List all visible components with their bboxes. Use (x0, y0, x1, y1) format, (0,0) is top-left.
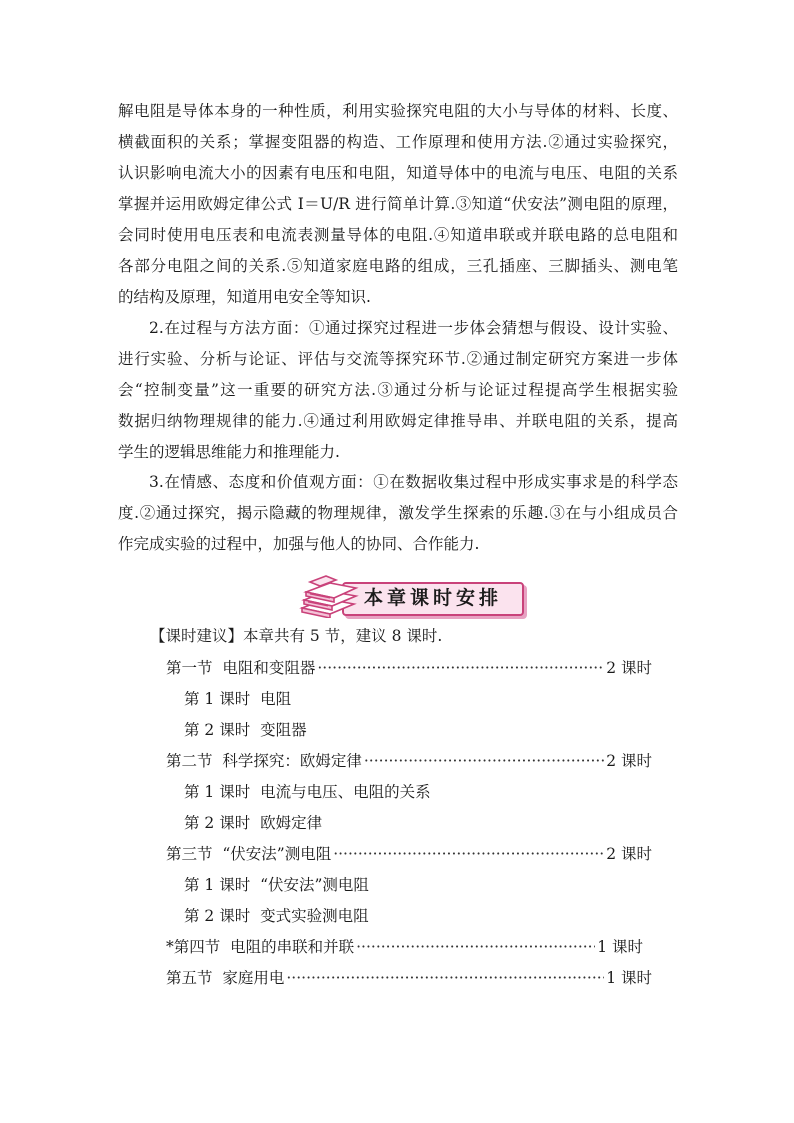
section-hours: 2 课时 (606, 845, 652, 863)
section-label: 第三节 “伏安法”测电阻 (166, 845, 332, 863)
text-line: 掌握并运用欧姆定律公式 I＝U/R 进行简单计算.③知道“伏安法”测电阻的原理， (118, 195, 678, 213)
objectives-paragraph-attitude (118, 467, 678, 560)
lesson-item: 第 2 课时 欧姆定律 (184, 814, 323, 832)
text-line: 解电阻是导体本身的一种性质，利用实验探究电阻的大小与导体的材料、长度、 (118, 102, 678, 120)
section-label: 第五节 家庭用电 (166, 969, 285, 987)
section-hours: 2 课时 (606, 659, 652, 677)
text-line: 会同时使用电压表和电流表测量导体的电阻.④知道串联或并联电路的总电阻和 (118, 226, 678, 244)
section-label: 第二节 科学探究：欧姆定律 (166, 752, 362, 770)
text-line: 3.在情感、态度和价值观方面：①在数据收集过程中形成实事求是的科学态 (149, 473, 678, 491)
section-label: *第四节 电阻的串联和并联 (166, 938, 355, 956)
section-hours: 1 课时 (606, 969, 652, 987)
text-line: 进行实验、分析与论证、评估与交流等探究环节.②通过制定研究方案进一步体 (118, 350, 678, 368)
lesson-item: 第 2 课时 变式实验测电阻 (184, 907, 369, 925)
text-line: 度.②通过探究，揭示隐藏的物理规律，激发学生探索的乐趣.③在与小组成员合 (118, 504, 678, 522)
banner-title: 本章课时安排 (363, 587, 502, 609)
leader-dots (333, 844, 604, 864)
leader-dots (286, 968, 604, 988)
text-line: 学生的逻辑思维能力和推理能力. (118, 443, 340, 461)
section-label: 第一节 电阻和变阻器 (166, 659, 316, 677)
leader-dots (317, 658, 604, 678)
lesson-item: 第 1 课时 “伏安法”测电阻 (184, 876, 369, 894)
text-line: 数据归纳物理规律的能力.④通过利用欧姆定律推导串、并联电阻的关系，提高 (118, 412, 678, 430)
lesson-item: 第 1 课时 电阻 (184, 690, 292, 708)
course-suggestion: 【课时建议】本章共有 5 节，建议 8 课时. (150, 627, 443, 645)
schedule-section-2 (166, 751, 652, 771)
schedule-section-5 (166, 968, 652, 988)
section-hours: 1 课时 (597, 938, 643, 956)
objectives-paragraph-knowledge (118, 96, 678, 313)
section-hours: 2 课时 (606, 752, 652, 770)
text-line: 会“控制变量”这一重要的研究方法.③通过分析与论证过程提高学生根据实验 (118, 381, 678, 399)
leader-dots (356, 937, 595, 957)
objectives-paragraph-process (118, 313, 678, 468)
text-line: 2.在过程与方法方面：①通过探究过程进一步体会猜想与假设、设计实验、 (149, 319, 678, 337)
text-line: 作完成实验的过程中，加强与他人的协同、合作能力. (118, 535, 480, 553)
text-line: 各部分电阻之间的关系.⑤知道家庭电路的组成，三孔插座、三脚插头、测电笔 (118, 257, 678, 275)
lesson-item: 第 2 课时 变阻器 (184, 721, 307, 739)
schedule-section-3 (166, 844, 652, 864)
text-line: 横截面积的关系；掌握变阻器的构造、工作原理和使用方法.②通过实验探究， (118, 133, 678, 151)
schedule-section-1 (166, 658, 652, 678)
lesson-item: 第 1 课时 电流与电压、电阻的关系 (184, 783, 431, 801)
text-line: 认识影响电流大小的因素有电压和电阻，知道导体中的电流与电压、电阻的关系 (118, 164, 678, 182)
schedule-section-4 (166, 937, 643, 957)
section-banner (296, 572, 526, 618)
leader-dots (364, 751, 604, 771)
text-line: 的结构及原理，知道用电安全等知识. (118, 288, 371, 306)
